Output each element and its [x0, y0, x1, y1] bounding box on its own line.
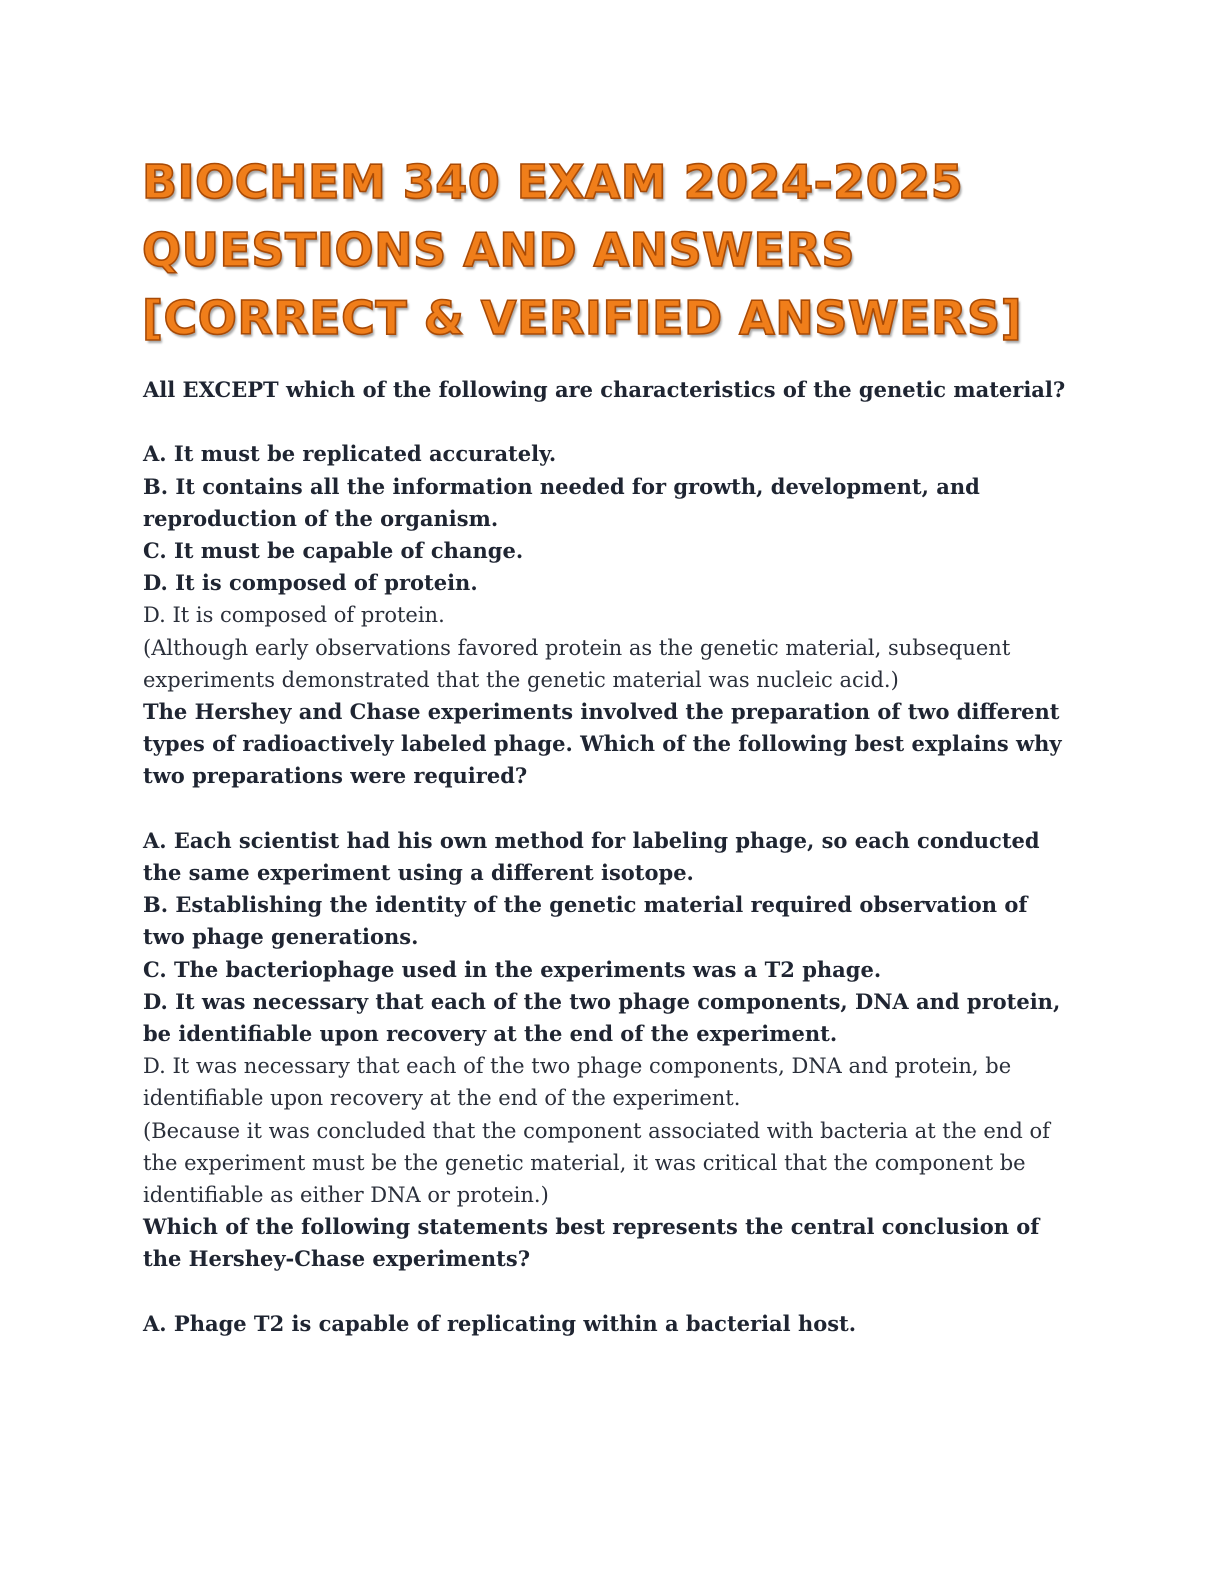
- question-2-explanation: (Because it was concluded that the component associated with bacteria at the end of the experiment must be the genetic material, it was critical that the component be identifiable as either DNA or protein.): [143, 1118, 1050, 1208]
- question-2-answer: D. It was necessary that each of the two phage components, DNA and protein, be identifiable upon recovery at the end of the experiment.: [143, 1054, 1012, 1111]
- question-1-option-c: C. It must be capable of change.: [143, 538, 524, 563]
- question-3-spacer: [143, 1276, 1073, 1308]
- question-2-option-d: D. It was necessary that each of the two phage components, DNA and protein, be identifiable upon recovery at the end of the experiment.: [143, 988, 1061, 1047]
- question-1-option-d: D. It is composed of protein.: [143, 570, 478, 596]
- document-body: [143, 374, 1073, 1340]
- question-2-option-b: B. Establishing the identity of the genetic material required observation of two phage generations.: [143, 892, 1028, 950]
- question-3-option-a: A. Phage T2 is capable of replicating within a bacterial host.: [143, 1310, 857, 1336]
- question-2-spacer: [143, 793, 1073, 825]
- question-1-answer: D. It is composed of protein.: [143, 603, 445, 628]
- title-line-1: BIOCHEM 340 EXAM 2024-2025: [142, 155, 964, 209]
- document-title: [142, 148, 1142, 352]
- question-1-option-a: A. It must be replicated accurately.: [143, 441, 557, 467]
- question-1-spacer: [143, 406, 1073, 438]
- title-line-3: [CORRECT & VERIFIED ANSWERS]: [142, 291, 1023, 345]
- question-1-option-b: B. It contains all the information needed for growth, development, and reproduction of the organism.: [143, 473, 980, 531]
- question-3-text: Which of the following statements best represents the central conclusion of the Hershey-Chase experiments?: [143, 1214, 1040, 1272]
- question-1-text: All EXCEPT which of the following are characteristics of the genetic material?: [143, 377, 1066, 402]
- question-2-text: The Hershey and Chase experiments involved the preparation of two different types of radioactively labeled phage. Which of the following best explains why two preparations were required?: [143, 699, 1062, 789]
- title-line-2: QUESTIONS AND ANSWERS: [142, 223, 855, 277]
- question-2-option-c: C. The bacteriophage used in the experiments was a T2 phage.: [143, 956, 882, 982]
- question-2-option-a: A. Each scientist had his own method for labeling phage, so each conducted the same experiment using a different isotope.: [143, 827, 1040, 886]
- question-1-explanation: (Although early observations favored protein as the genetic material, subsequent experiments demonstrated that the genetic material was nucleic acid.): [143, 635, 1011, 692]
